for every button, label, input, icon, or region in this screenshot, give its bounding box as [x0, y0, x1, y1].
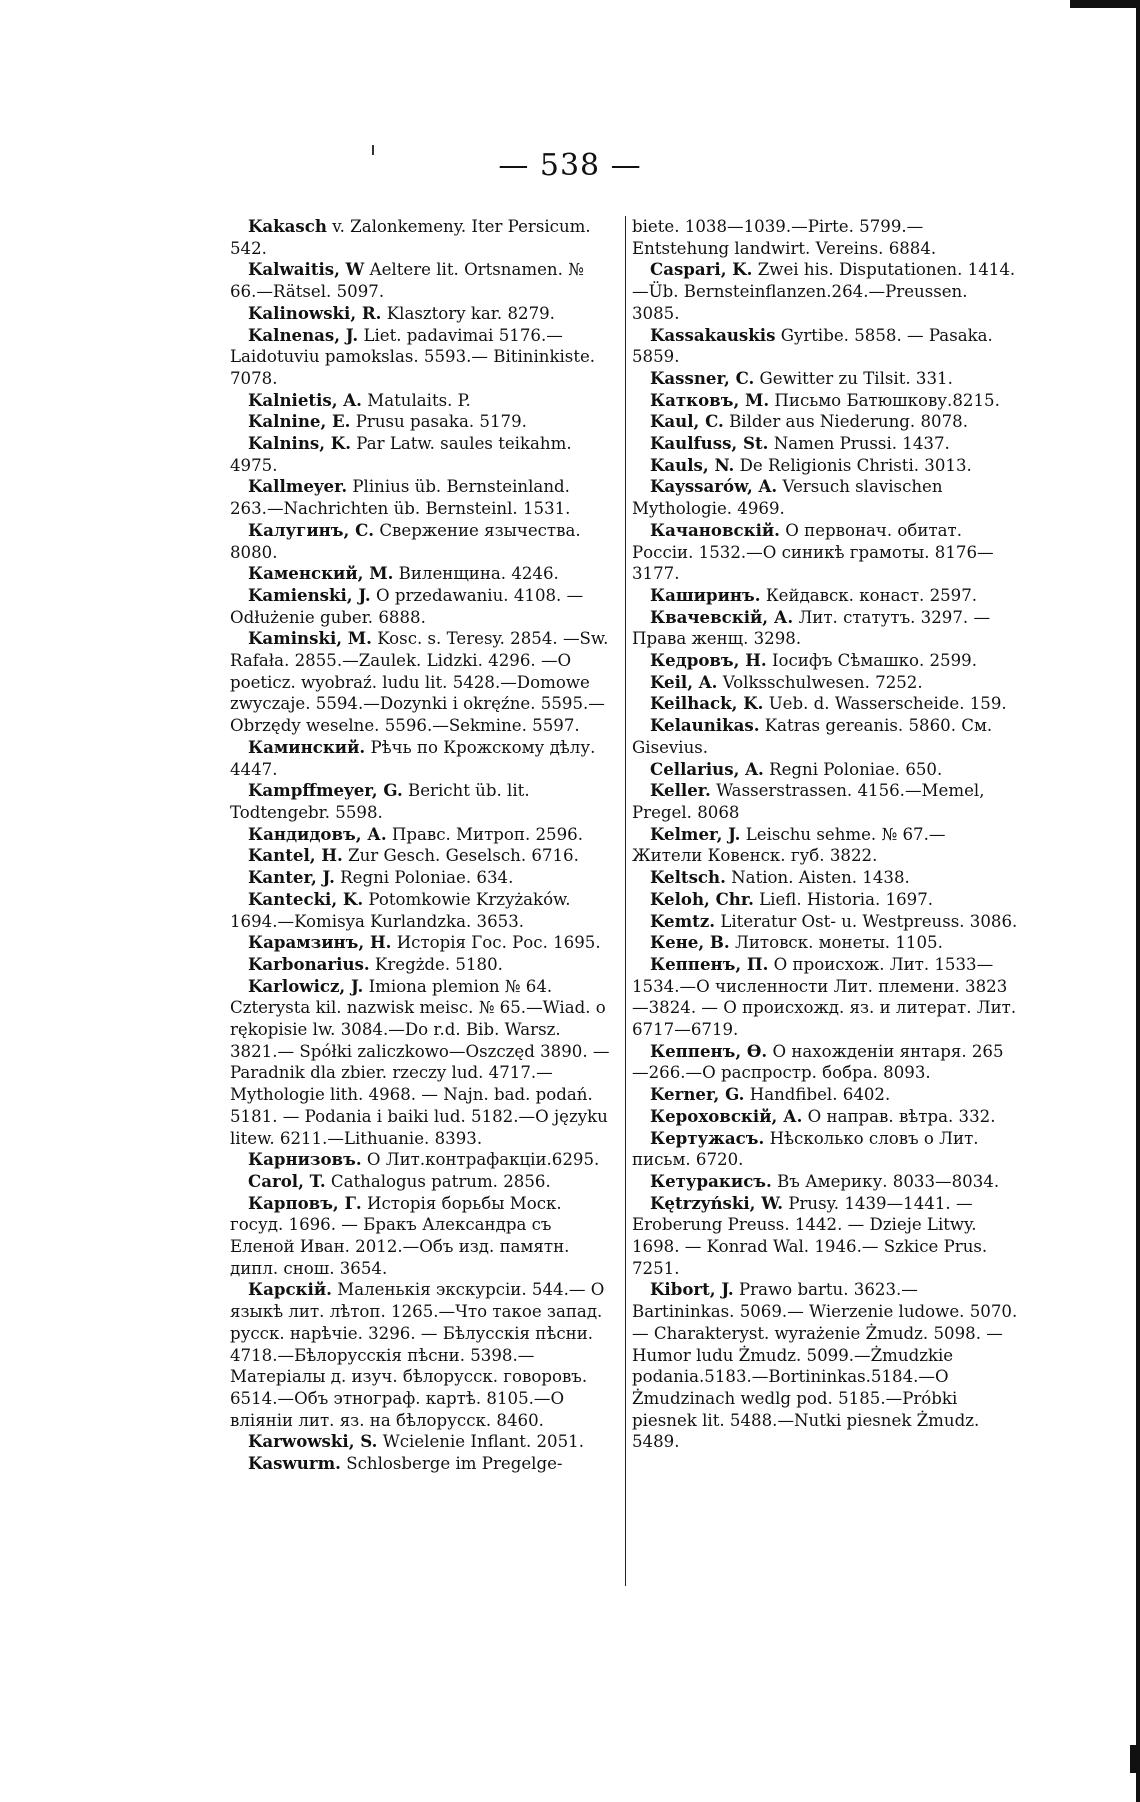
entry-text: Bericht üb. lit. Todtengebr. 5598.: [230, 781, 530, 822]
entry-name: Кеппенъ, П.: [650, 953, 769, 974]
index-entry: [230, 932, 612, 954]
entry-text: Liefl. Historia. 1697.: [759, 889, 934, 909]
index-entry: [632, 780, 1018, 823]
index-entry: [632, 411, 1018, 433]
index-entry: [230, 476, 612, 519]
index-entry: [632, 715, 1018, 758]
index-entry: [632, 325, 1018, 368]
entry-name: Keller.: [650, 780, 711, 801]
index-entry: [632, 1171, 1018, 1193]
index-entry: [230, 845, 612, 867]
entry-name: Kassakauskis: [650, 324, 776, 345]
index-entry: [632, 693, 1018, 715]
entry-name: Kamienski, J.: [248, 584, 371, 605]
entry-name: Каширинъ.: [650, 584, 761, 605]
entry-name: Карамзинъ, Н.: [248, 932, 392, 953]
entry-name: Kauls, N.: [650, 454, 735, 475]
entry-text: Свержение язычества. 8080.: [230, 520, 581, 562]
entry-name: Caspari, K.: [650, 259, 753, 280]
entry-name: Kampffmeyer, G.: [248, 780, 403, 801]
entry-text: Leischu sehme. № 67.— Жители Ковенск. губ. 3822.: [632, 824, 946, 866]
entry-text: Literatur Ost- u. Westpreuss. 3086.: [720, 911, 1018, 931]
entry-name: Кероховскій, А.: [650, 1105, 803, 1126]
entry-text: О Лит.контрафакціи.6295.: [366, 1150, 600, 1170]
index-entry: [632, 455, 1018, 477]
index-entry: [230, 628, 612, 737]
entry-name: Kalnenas, J.: [248, 324, 359, 345]
entry-name: Kalinowski, R.: [248, 302, 382, 323]
entry-name: Keil, A.: [650, 671, 718, 692]
entry-name: Кетуракисъ.: [650, 1170, 772, 1191]
entry-text: Кейдавск. конаст. 2597.: [765, 585, 978, 605]
entry-name: Kaulfuss, St.: [650, 433, 769, 454]
right-column: [632, 216, 1018, 1453]
entry-name: Калугинъ, С.: [248, 519, 375, 540]
entry-name: Kantel, H.: [248, 845, 343, 866]
entry-text: Volksschulwesen. 7252.: [722, 672, 923, 692]
entry-name: Karwowski, S.: [248, 1431, 378, 1452]
index-entry: [632, 1193, 1018, 1280]
entry-text: Plinius üb. Bernsteinland. 263.—Nachrichten üb. Bernsteinl. 1531.: [230, 477, 571, 519]
entry-name: Kelaunikas.: [650, 715, 760, 736]
entry-name: Kaswurm.: [248, 1453, 341, 1474]
index-entry: [230, 1193, 612, 1280]
left-column: [230, 216, 612, 1475]
entry-text: О нахожденіи янтаря. 265—266.—О распростр. бобра. 8093.: [632, 1041, 1004, 1083]
index-entry: [632, 433, 1018, 455]
entry-text: Aeltere lit. Ortsnamen. № 66.—Rätsel. 5097.: [230, 260, 584, 302]
index-entry: [230, 216, 612, 259]
entry-text: Исторія Гос. Рос. 1695.: [396, 933, 601, 953]
index-entry: [632, 650, 1018, 672]
entry-name: Карнизовъ.: [248, 1149, 362, 1170]
entry-name: Kibort, J.: [650, 1279, 734, 1300]
index-entry: [632, 390, 1018, 412]
index-entry: [632, 889, 1018, 911]
entry-text: Katras gereanis. 5860. Cм. Gisevius.: [632, 716, 993, 757]
entry-text: Wasserstrassen. 4156.—Memel, Pregel. 8068: [632, 781, 985, 822]
entry-name: Keilhack, K.: [650, 693, 764, 714]
entry-text: Маленькія экскурсіи. 544.— О языкѣ лит. лѣтоп. 1265.—Что такое запад. русск. нарѣчіе. 3296. — Бѣлусскія пѣсни. 4718.—Бѣлорусскія пѣсни. 5398.— Матеріалы д. изуч. бѣлорусск. говоровъ. 6514.—Объ этнограф. картѣ. 8105.—О вліяніи лит. яз. на бѣлорусск. 8460.: [230, 1280, 605, 1430]
entry-text: Рѣчь по Крожскому дѣлу. 4447.: [230, 737, 596, 779]
entry-name: Karlowicz, J.: [248, 975, 364, 996]
scan-edge-right: [1136, 0, 1140, 1802]
entry-name: Kalnins, K.: [248, 433, 352, 454]
entry-text: Zwei his. Disputationen. 1414.—Üb. Bernsteinflanzen.264.—Preussen. 3085.: [632, 260, 1016, 323]
entry-text: Schlosberge im Pregelge-: [346, 1454, 563, 1474]
entry-name: Каменский, М.: [248, 563, 394, 584]
entry-name: Kalnine, E.: [248, 411, 351, 432]
index-entry: [230, 433, 612, 476]
index-entry: [632, 672, 1018, 694]
index-entry: [632, 520, 1018, 585]
index-entry: [632, 1084, 1018, 1106]
entry-text: Regni Poloniae. 650.: [769, 759, 943, 779]
scan-mark-bottom: [1130, 1745, 1138, 1773]
entry-name: Kanter, J.: [248, 867, 335, 888]
index-entry: [632, 476, 1018, 519]
column-divider: [625, 216, 626, 1586]
entry-text: Письмо Батюшкову.8215.: [774, 390, 1000, 410]
entry-text: Исторія борьбы Моск. госуд. 1696. — Бракъ Александра съ Еленой Иван. 2012.—Объ изд. памятн. дипл. снош. 3654.: [230, 1193, 570, 1278]
index-entry: [230, 1279, 612, 1431]
entry-text: Prusu pasaka. 5179.: [355, 412, 527, 432]
index-entry: [230, 780, 612, 823]
entry-text: Wcielenie Inflant. 2051.: [382, 1432, 585, 1452]
entry-name: Kalnietis, A.: [248, 389, 362, 410]
page-number: — 538 —: [498, 148, 642, 183]
entry-text: O przedawaniu. 4108. —Odłużenie guber. 6888.: [230, 585, 584, 627]
entry-name: Carol, T.: [248, 1170, 326, 1191]
index-entry: [632, 368, 1018, 390]
index-entry: [230, 411, 612, 433]
entry-name: Кертужасъ.: [650, 1127, 765, 1148]
entry-text: Klasztory kar. 8279.: [386, 303, 555, 323]
entry-text: Handfibel. 6402.: [749, 1085, 891, 1105]
entry-name: Каминский.: [248, 736, 366, 757]
index-entry: [632, 1106, 1018, 1128]
entry-name: Karbonarius.: [248, 953, 370, 974]
entry-name: Кедровъ, Н.: [650, 650, 767, 671]
entry-text: О первонач. обитат. Россіи. 1532.—О синикѣ грамоты. 8176—3177.: [632, 520, 994, 584]
entry-text: Versuch slavischen Mythologie. 4969.: [632, 477, 943, 519]
index-entry: [632, 824, 1018, 867]
entry-name: Kaul, C.: [650, 411, 724, 432]
index-entry: [230, 303, 612, 325]
entry-text: Liet. padavimai 5176.—Laidotuviu pamokslas. 5593.— Bitininkiste. 7078.: [230, 325, 596, 388]
entry-text: Виленщина. 4246.: [398, 564, 559, 584]
entry-text: О направ. вѣтра. 332.: [807, 1106, 996, 1126]
entry-text: Par Latw. saules teikahm. 4975.: [230, 434, 572, 475]
entry-text: Regni Poloniae. 634.: [340, 868, 514, 888]
index-entry: [632, 932, 1018, 954]
index-entry: [230, 520, 612, 563]
entry-text: Нѣсколько словъ о Лит. письм. 6720.: [632, 1128, 979, 1170]
entry-text: Kosc. s. Teresy. 2854. —Sw. Rafała. 2855.—Zaulek. Lidzki. 4296. —O poeticz. wyobraź. ludu lit. 5428.—Domowe zwyczaje. 5594.—Dozynki i okręźne. 5595.—Obrzędy weselne. 5596.—Sekmine. 5597.: [230, 629, 609, 736]
entry-text: Gewitter zu Tilsit. 331.: [759, 368, 953, 388]
entry-name: Катковъ, М.: [650, 389, 770, 410]
index-entry: [230, 390, 612, 412]
entry-name: Keloh, Chr.: [650, 888, 754, 909]
entry-text: Въ Америку. 8033—8034.: [777, 1171, 1000, 1191]
entry-name: Kalwaitis, W: [248, 259, 365, 280]
entry-name: Kelmer, J.: [650, 823, 741, 844]
entry-text: Литовск. монеты. 1105.: [735, 933, 943, 953]
entry-name: Квачевскій, А.: [650, 606, 794, 627]
entry-name: Cellarius, A.: [650, 758, 764, 779]
entry-text: biete. 1038—1039.—Pirte. 5799.—Entstehung landwirt. Vereins. 6884.: [632, 217, 937, 258]
index-entry: [230, 1149, 612, 1171]
entry-name: Keltsch.: [650, 867, 726, 888]
index-entry: [632, 759, 1018, 781]
entry-text: Prusy. 1439—1441. —Eroberung Preuss. 1442. — Dzieje Litwy. 1698. — Konrad Wal. 1946.— Szkice Prus. 7251.: [632, 1193, 988, 1278]
entry-name: Kemtz.: [650, 910, 716, 931]
entry-text: De Religionis Christi. 3013.: [739, 455, 972, 475]
index-entry: [632, 911, 1018, 933]
index-entry: [230, 889, 612, 932]
index-entry: [632, 954, 1018, 1041]
entry-text: Kregżde. 5180.: [374, 954, 503, 974]
entry-name: Kerner, G.: [650, 1084, 745, 1105]
index-entry: [230, 259, 612, 302]
scan-edge-top: [1070, 0, 1140, 8]
entry-name: Карскій.: [248, 1279, 332, 1300]
entry-text: Cathalogus patrum. 2856.: [330, 1171, 551, 1191]
entry-name: Кеппенъ, Ѳ.: [650, 1040, 768, 1061]
index-entry: [632, 259, 1018, 324]
entry-name: Карповъ, Г.: [248, 1192, 362, 1213]
entry-name: Кандидовъ, А.: [248, 823, 387, 844]
index-entry: [230, 824, 612, 846]
entry-text: Gyrtibe. 5858. — Pasaka. 5859.: [632, 325, 993, 367]
index-entry: [632, 1279, 1018, 1453]
entry-name: Kallmeyer.: [248, 476, 348, 497]
entry-text: Potomkowie Krzyżaków. 1694.—Komisya Kurlandzka. 3653.: [230, 889, 571, 931]
index-entry: [230, 954, 612, 976]
entry-text: Nation. Aisten. 1438.: [731, 868, 910, 888]
entry-text: Ueb. d. Wasserscheide. 159.: [768, 694, 1007, 714]
entry-text: Правс. Митроп. 2596.: [391, 824, 584, 844]
index-entry: [230, 737, 612, 780]
entry-text: Іосифъ Сѣмашко. 2599.: [771, 651, 978, 671]
index-entry: [230, 1431, 612, 1453]
index-entry: [230, 1171, 612, 1193]
entry-text: Imiona plemion № 64. Czterysta kil. nazwisk meisc. № 65.—Wiad. o rękopisie lw. 3084.—Do r.d. Bib. Warsz. 3821.— Spółki zaliczkowo—Oszczęd 3890. —Paradnik dla zbier. rzeczy lud. 4717.—Mythologie lith. 4968. — Najn. bad. podań. 5181. — Podania i baiki lud. 5182.—O języku litew. 6211.—Lithuanie. 8393.: [230, 976, 610, 1148]
index-entry: [230, 1453, 612, 1475]
entry-name: Kantecki, K.: [248, 888, 364, 909]
entry-text: Лит. статутъ. 3297. —Права женщ. 3298.: [632, 607, 991, 649]
index-entry: [230, 585, 612, 628]
entry-text: О происхож. Лит. 1533—1534.—О численности Лит. племени. 3823—3824. — О происхожд. яз. и литерат. Лит. 6717—6719.: [632, 954, 1017, 1040]
index-entry: [632, 1128, 1018, 1171]
entry-name: Kętrzyński, W.: [650, 1192, 784, 1213]
index-entry: [632, 585, 1018, 607]
index-entry: [632, 216, 1018, 259]
index-entry: [632, 867, 1018, 889]
index-entry: [230, 325, 612, 390]
entry-name: Kakasch: [248, 216, 327, 236]
index-entry: [230, 563, 612, 585]
entry-name: Kassner, C.: [650, 367, 755, 388]
index-entry: [230, 867, 612, 889]
index-entry: [230, 976, 612, 1150]
entry-text: Matulaits. P.: [367, 390, 471, 410]
entry-text: v. Zalonkemeny. Iter Persicum. 542.: [230, 217, 591, 258]
entry-text: Namen Prussi. 1437.: [773, 434, 950, 454]
entry-name: Кене, В.: [650, 932, 730, 953]
entry-text: Prawo bartu. 3623.—Bartininkas. 5069.— Wierzenie ludowe. 5070.— Charakteryst. wyrażenie Żmudz. 5098. — Humor ludu Żmudz. 5099.—Żmudzkie podania.5183.—Bortininkas.5184.—O Żmudzinach wedlg pod. 5185.—Próbki piesnek lit. 5488.—Nutki piesnek Żmudz. 5489.: [632, 1280, 1018, 1452]
entry-name: Kayssarów, A.: [650, 476, 778, 497]
entry-name: Kaminski, M.: [248, 628, 372, 649]
entry-text: Bilder aus Niederung. 8078.: [729, 412, 968, 432]
index-entry: [632, 607, 1018, 650]
entry-name: Качановскій.: [650, 519, 780, 540]
index-entry: [632, 1041, 1018, 1084]
entry-text: Zur Gesch. Geselsch. 6716.: [348, 846, 579, 866]
